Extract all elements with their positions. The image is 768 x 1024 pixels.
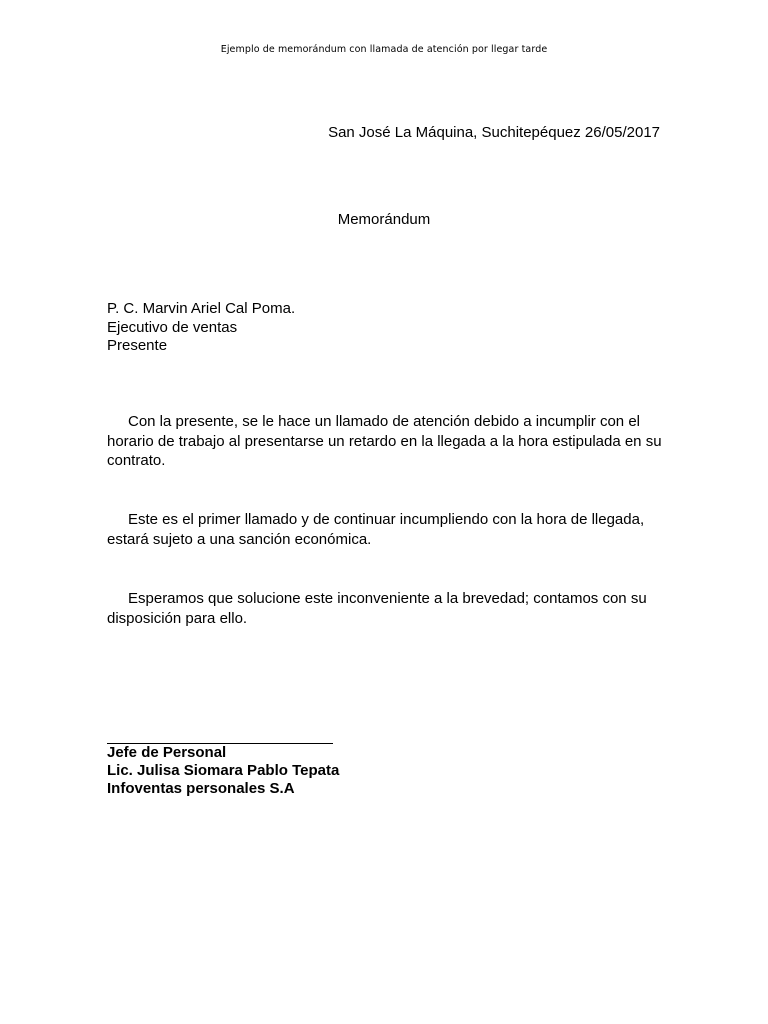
signature-company: Infoventas personales S.A: [107, 779, 295, 797]
place-and-date: San José La Máquina, Suchitepéquez 26/05/2017: [328, 124, 660, 141]
signature-block: [107, 744, 339, 797]
body-paragraph-2: Este es el primer llamado y de continuar incumpliendo con la hora de llegada, estará sujeto a una sanción económica.: [107, 511, 645, 548]
body-paragraph-3: Esperamos que solucione este inconveniente a la brevedad; contamos con su disposición para ello.: [107, 590, 647, 627]
signature-name: Lic. Julisa Siomara Pablo Tepata: [107, 761, 340, 779]
recipient-name: P. C. Marvin Ariel Cal Poma.: [107, 300, 296, 317]
signature-role: Jefe de Personal: [107, 744, 227, 761]
recipient-position: Ejecutivo de ventas: [107, 318, 238, 336]
header-note: Ejemplo de memorándum con llamada de atención por llegar tarde: [220, 44, 548, 55]
document-title: Memorándum: [337, 211, 431, 228]
recipient-salutation: Presente: [107, 337, 168, 354]
body-paragraph-1: Con la presente, se le hace un llamado de atención debido a incumplir con el horario de trabajo al presentarse un retardo en la llegada a la hora estipulada en su contrato.: [107, 413, 662, 470]
recipient-block: [107, 300, 295, 356]
